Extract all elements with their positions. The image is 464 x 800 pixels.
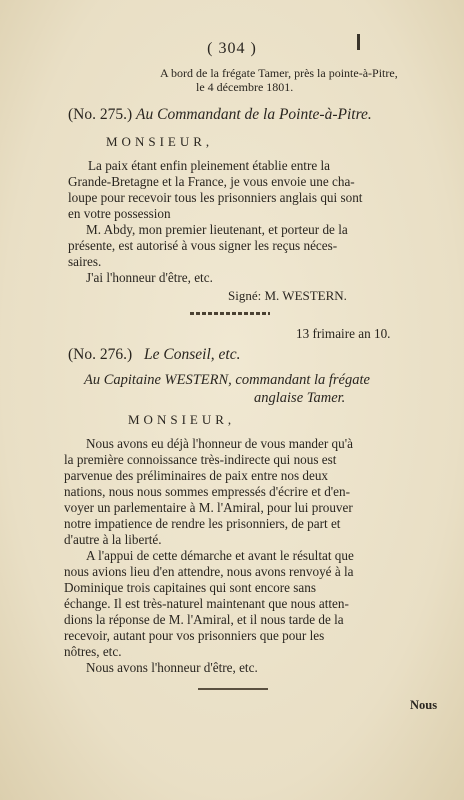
catchword: Nous [410, 698, 438, 712]
letter1-recipient: Au Commandant de la Pointe-à-Pitre. [136, 106, 372, 123]
letter1-heading [68, 106, 372, 124]
letter2-salutation: MONSIEUR, [128, 412, 236, 427]
letter1-line: présente, est autorisé à vous signer les reçus néces- [68, 238, 338, 253]
letter2-heading [68, 346, 240, 364]
letter2-line: recevoir, autant pour vos prisonniers que pour les [64, 628, 325, 643]
letter2-line: nations, nous nous sommes empressés d'écrire et d'en- [64, 484, 351, 499]
page-number: ( 304 ) [207, 40, 257, 57]
letter2-number: (No. 276.) [68, 346, 133, 363]
letter2-line: nôtres, etc. [64, 644, 122, 659]
letter2-recipient-line1 [84, 372, 370, 389]
letter2-line: d'autre à la liberté. [64, 532, 162, 547]
letter2-sender: Le Conseil, etc. [144, 346, 241, 363]
letter1-number: (No. 275.) [68, 106, 133, 123]
dateline-line1: A bord de la frégate Tamer, près la pointe-à-Pitre, [160, 66, 398, 80]
letter1-line: loupe pour recevoir tous les prisonniers anglais qui sont [68, 190, 363, 205]
letter1-salutation: MONSIEUR, [106, 134, 214, 149]
ink-mark [357, 34, 360, 50]
letter1-line: J'ai l'honneur d'être, etc. [86, 270, 213, 285]
letter2-line: Dominique trois capitaines qui sont encore sans [64, 580, 316, 595]
letter2-recipient-line2 [254, 390, 345, 407]
letter2-line: voyer un parlementaire à M. l'Amiral, pour lui prouver [64, 500, 353, 515]
letter1-line: Grande-Bretagne et la France, je vous envoie une cha- [68, 174, 355, 189]
letter2-line: échange. Il est très-naturel maintenant que nous atten- [64, 596, 349, 611]
letter2-line: Nous avons l'honneur d'être, etc. [86, 660, 258, 675]
letter2-recipient-text: Au Capitaine WESTERN, commandant la frégate [84, 372, 370, 388]
letter2-line: la première connoissance très-indirecte qui nous est [64, 452, 337, 467]
letter2-line: nous avions lieu d'en attendre, nous avons renvoyé à la [64, 564, 354, 579]
letter1-signature: Signé: M. WESTERN. [228, 288, 347, 303]
letter2-line: dions la réponse de M. l'Amiral, et il nous tarde de la [64, 612, 344, 627]
section-divider [190, 312, 270, 315]
letter2-line: parvenue des préliminaires de paix entre nos deux [64, 468, 329, 483]
letter2-line: Nous avons eu déjà l'honneur de vous mander qu'à [86, 436, 353, 451]
letter2-recipient-text: anglaise Tamer. [254, 390, 346, 406]
letter1-line: en votre possession [68, 206, 171, 221]
letter1-line: La paix étant enfin pleinement établie entre la [88, 158, 331, 173]
letter2-date: 13 frimaire an 10. [296, 326, 391, 341]
section-divider [198, 688, 268, 690]
dateline-line2: le 4 décembre 1801. [196, 80, 294, 94]
letter1-line: saires. [68, 254, 102, 269]
letter2-line: A l'appui de cette démarche et avant le résultat que [86, 548, 354, 563]
letter2-line: notre impatience de rendre les prisonniers, de part et [64, 516, 341, 531]
letter1-line: M. Abdy, mon premier lieutenant, et porteur de la [86, 222, 348, 237]
